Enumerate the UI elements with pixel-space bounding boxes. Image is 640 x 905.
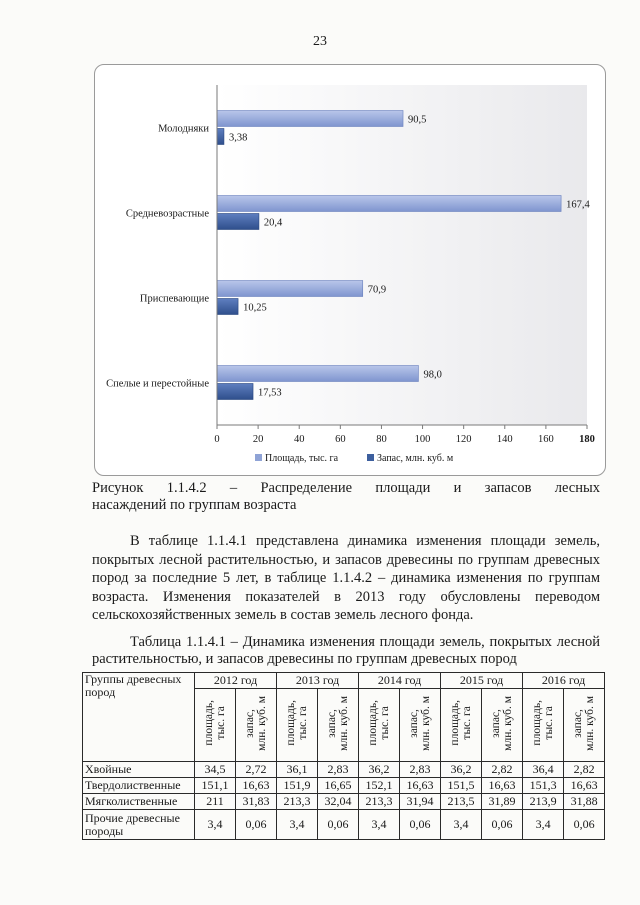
table-cell: 31,89 (482, 794, 523, 810)
table-cell: 2,83 (318, 762, 359, 778)
table-cell: 0,06 (400, 810, 441, 840)
table-cell: 3,4 (359, 810, 400, 840)
legend-label: Площадь, тыс. га (265, 453, 339, 464)
table-cell: 36,2 (359, 762, 400, 778)
x-tick-label: 160 (538, 434, 554, 445)
row-label: Прочие древесные породы (83, 810, 195, 840)
bar-chart-svg (95, 65, 607, 477)
table-cell: 3,4 (523, 810, 564, 840)
table-cell: 2,82 (564, 762, 605, 778)
table-row (83, 762, 605, 778)
x-tick-label: 140 (496, 434, 513, 445)
table-cell: 0,06 (318, 810, 359, 840)
bar (217, 196, 561, 212)
x-tick-label: 80 (376, 434, 387, 445)
header-year-2015: 2015 год (441, 673, 523, 689)
subheader-area: площадь, тыс. га (195, 689, 236, 762)
subheader-stock: запас, млн. куб. м (482, 689, 523, 762)
header-year-2016: 2016 год (523, 673, 605, 689)
data-label: 90,5 (408, 114, 427, 126)
table-title: Таблица 1.1.4.1 – Динамика изменения площади земель, покрытых лесной растительностью, и запасов древесины по группам древесных пород (92, 634, 600, 667)
x-tick-label: 180 (579, 434, 595, 445)
table-cell: 16,63 (564, 778, 605, 794)
table-cell: 34,5 (195, 762, 236, 778)
legend-label: Запас, млн. куб. м (377, 453, 454, 464)
table-cell: 32,04 (318, 794, 359, 810)
table-cell: 0,06 (482, 810, 523, 840)
header-species-group: Группы древесных пород (83, 673, 195, 762)
data-label: 98,0 (423, 369, 442, 381)
x-tick-label: 0 (214, 434, 220, 445)
table-cell: 3,4 (195, 810, 236, 840)
table-cell: 31,83 (236, 794, 277, 810)
data-label: 17,53 (258, 387, 282, 399)
row-label: Твердолиственные (83, 778, 195, 794)
row-label: Хвойные (83, 762, 195, 778)
figure-caption-line-1: Рисунок 1.1.4.2 – Распределение площади и запасов лесных (92, 480, 600, 496)
table-cell: 0,06 (236, 810, 277, 840)
table-cell: 151,5 (441, 778, 482, 794)
table-cell: 36,2 (441, 762, 482, 778)
category-label: Приспевающие (139, 293, 209, 305)
subheader-area: площадь, тыс. га (523, 689, 564, 762)
table-row (83, 794, 605, 810)
bar (217, 111, 403, 127)
x-tick-label: 60 (335, 434, 346, 445)
table-cell: 31,88 (564, 794, 605, 810)
subheader-stock: запас, млн. куб. м (318, 689, 359, 762)
table-cell: 151,1 (195, 778, 236, 794)
x-tick-label: 20 (252, 434, 264, 445)
page-number: 23 (313, 34, 327, 49)
subheader-area: площадь, тыс. га (441, 689, 482, 762)
category-label: Молодняки (158, 123, 209, 135)
table-cell: 16,63 (482, 778, 523, 794)
body-paragraph: В таблице 1.1.4.1 представлена динамика изменения площади земель, покрытых лесной растительностью, и запасов древесины по группам древесных пород за последние 5 лет, в таблице 1.1.4.2 – динамика изменения по группам возраста. Изменения показателей в 2013 году обусловлены переводом сельскохозяйственных земель в состав земель лесного фонда. (92, 533, 600, 623)
table-cell: 213,9 (523, 794, 564, 810)
table-header-row-years (83, 673, 605, 689)
species-dynamics-table (82, 672, 605, 840)
x-tick-label: 120 (455, 434, 472, 445)
bar (217, 281, 363, 297)
table-cell: 151,9 (277, 778, 318, 794)
data-label: 70,9 (367, 284, 387, 296)
table-row (83, 778, 605, 794)
table-cell: 16,63 (236, 778, 277, 794)
table-row (83, 810, 605, 840)
subheader-stock: запас, млн. куб. м (400, 689, 441, 762)
legend-swatch (255, 454, 262, 461)
subheader-stock: запас, млн. куб. м (236, 689, 277, 762)
row-label: Мягколиственные (83, 794, 195, 810)
table-body (83, 762, 605, 840)
data-label: 3,38 (228, 132, 248, 144)
bar (217, 366, 418, 382)
subheader-area: площадь, тыс. га (359, 689, 400, 762)
category-label: Средневозрастные (125, 208, 209, 220)
figure-caption (92, 480, 600, 514)
figure-caption-line-2: насаждений по группам возраста (92, 497, 297, 513)
bar (217, 214, 259, 230)
header-year-2012: 2012 год (195, 673, 277, 689)
table-cell: 2,82 (482, 762, 523, 778)
header-year-2013: 2013 год (277, 673, 359, 689)
table-cell: 16,65 (318, 778, 359, 794)
table-cell: 151,3 (523, 778, 564, 794)
data-label: 10,25 (243, 302, 267, 314)
table-cell: 16,63 (400, 778, 441, 794)
table-cell: 3,4 (277, 810, 318, 840)
table-cell: 213,3 (359, 794, 400, 810)
data-label: 167,4 (566, 199, 590, 211)
table-cell: 36,1 (277, 762, 318, 778)
x-tick-label: 100 (414, 434, 431, 445)
table-cell: 213,3 (277, 794, 318, 810)
table-cell: 31,94 (400, 794, 441, 810)
legend-swatch (367, 454, 374, 461)
subheader-area: площадь, тыс. га (277, 689, 318, 762)
subheader-stock: запас, млн. куб. м (564, 689, 605, 762)
data-label: 20,4 (263, 217, 283, 229)
table-cell: 3,4 (441, 810, 482, 840)
table-cell: 152,1 (359, 778, 400, 794)
table-cell: 2,83 (400, 762, 441, 778)
table-cell: 211 (195, 794, 236, 810)
x-tick-label: 40 (293, 434, 305, 445)
bar (217, 129, 224, 145)
bar (217, 384, 253, 400)
table-cell: 2,72 (236, 762, 277, 778)
table-cell: 0,06 (564, 810, 605, 840)
table-cell: 36,4 (523, 762, 564, 778)
bar-chart (94, 64, 606, 476)
bar (217, 299, 238, 315)
table-cell: 213,5 (441, 794, 482, 810)
category-label: Спелые и перестойные (106, 378, 209, 390)
header-year-2014: 2014 год (359, 673, 441, 689)
